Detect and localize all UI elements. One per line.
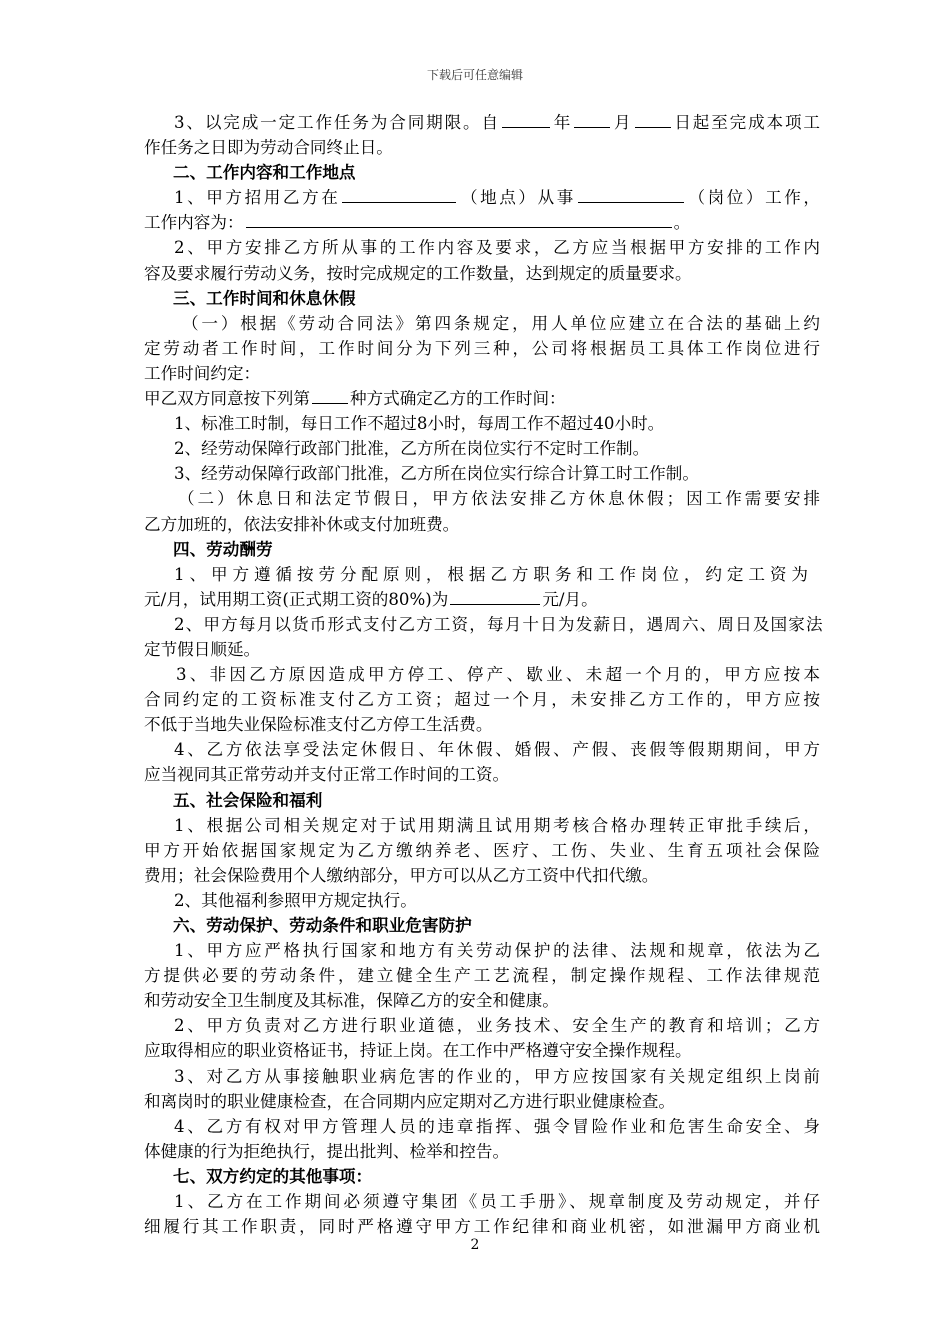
blank-location bbox=[342, 185, 456, 203]
paragraph-line: 细履行其工作职责，同时严格遵守甲方工作纪律和商业机密，如泄漏甲方商业机 bbox=[144, 1217, 820, 1237]
paragraph-line: 定劳动者工作时间，工作时间分为下列三种，公司将根据员工具体工作岗位进行 bbox=[144, 338, 820, 358]
paragraph-line: 1、乙方在工作期间必须遵守集团《员工手册》、规章制度及劳动规定，并仔 bbox=[174, 1192, 820, 1212]
paragraph-line: 1、甲方应严格执行国家和地方有关劳动保护的法律、法规和规章，依法为乙 bbox=[174, 941, 820, 961]
paragraph-line: 3、非因乙方原因造成甲方停工、停产、歇业、未超一个月的，甲方应按本 bbox=[176, 665, 820, 685]
paragraph-line: 工作时间约定： bbox=[144, 363, 261, 383]
section-heading: 四、劳动酬劳 bbox=[173, 538, 273, 559]
blank-job-content bbox=[246, 210, 672, 228]
page-number: 2 bbox=[470, 1237, 480, 1253]
paragraph-line: 工作内容为： 。 bbox=[144, 210, 820, 235]
paragraph-line: 2、甲方每月以货币形式支付乙方工资，每月十日为发薪日，遇周六、周日及国家法 bbox=[174, 614, 822, 634]
paragraph-line: 4、乙方依法享受法定休假日、年休假、婚假、产假、丧假等假期期间，甲方 bbox=[174, 740, 820, 760]
paragraph-line: 2、甲方安排乙方所从事的工作内容及要求，乙方应当根据甲方安排的工作内 bbox=[174, 238, 820, 258]
paragraph-line: 不低于当地失业保险标准支付乙方停工生活费。 bbox=[144, 715, 493, 735]
paragraph-line: 定节假日顺延。 bbox=[144, 639, 261, 659]
paragraph-line: 方提供必要的劳动条件，建立健全生产工艺流程，制定操作规程、工作法律规范 bbox=[144, 966, 820, 986]
paragraph-line: 应当视同其正常劳动并支付正常工作时间的工资。 bbox=[144, 765, 510, 785]
section-heading: 二、工作内容和工作地点 bbox=[173, 162, 356, 183]
blank-month bbox=[574, 110, 610, 128]
paragraph-line: （一）根据《劳动合同法》第四条规定，用人单位应建立在合法的基础上约 bbox=[182, 313, 820, 333]
paragraph-line: 应取得相应的职业资格证书，持证上岗。在工作中严格遵守安全操作规程。 bbox=[144, 1041, 692, 1061]
paragraph-line: 2、其他福利参照甲方规定执行。 bbox=[174, 890, 417, 910]
paragraph-line: 4、乙方有权对甲方管理人员的违章指挥、强令冒险作业和危害生命安全、身 bbox=[174, 1116, 820, 1136]
paragraph-line: 甲方开始依据国家规定为乙方缴纳养老、医疗、工伤、失业、生育五项社会保险 bbox=[144, 840, 820, 860]
paragraph-line: 2、经劳动保障行政部门批准，乙方所在岗位实行不定时工作制。 bbox=[174, 439, 650, 459]
paragraph-line: 2、甲方负责对乙方进行职业道德，业务技术、安全生产的教育和培训；乙方 bbox=[174, 1016, 820, 1036]
blank-mode-number bbox=[312, 386, 348, 404]
paragraph-line: 3、对乙方从事接触职业病危害的作业的，甲方应按国家有关规定组织上岗前 bbox=[174, 1066, 820, 1086]
blank-day bbox=[635, 110, 671, 128]
document-body bbox=[144, 110, 822, 1239]
paragraph-line: 3、经劳动保障行政部门批准，乙方所在岗位实行综合计算工时工作制。 bbox=[174, 464, 699, 484]
paragraph-line: 合同约定的工资标准支付乙方工资；超过一个月，未安排乙方工作的，甲方应按 bbox=[144, 690, 820, 710]
paragraph-line: 1、根据公司相关规定对于试用期满且试用期考核合格办理转正审批手续后， bbox=[174, 815, 820, 835]
section-heading: 六、劳动保护、劳动条件和职业危害防护 bbox=[173, 915, 472, 935]
paragraph-line: 乙方加班的，依法安排补休或支付加班费。 bbox=[144, 514, 460, 534]
paragraph-line: 费用；社会保险费用个人缴纳部分，甲方可以从乙方工资中代扣代缴。 bbox=[144, 865, 659, 885]
paragraph-line: 甲乙双方同意按下列第 种方式确定乙方的工作时间： bbox=[144, 386, 820, 411]
paragraph-line: 体健康的行为拒绝执行，提出批判、检举和控告。 bbox=[144, 1141, 510, 1161]
section-heading: 五、社会保险和福利 bbox=[173, 789, 323, 810]
paragraph-line: 1、标准工时制，每日工作不超过8小时，每周工作不超过40小时。 bbox=[174, 414, 665, 434]
paragraph-line: 容及要求履行劳动义务，按时完成规定的工作数量，达到规定的质量要求。 bbox=[144, 263, 692, 283]
paragraph-line: 作任务之日即为劳动合同终止日。 bbox=[144, 138, 393, 158]
paragraph-line: 1、甲方招用乙方在 （地点）从事 （岗位）工作， bbox=[170, 185, 820, 210]
blank-probation-wage bbox=[450, 587, 540, 605]
blank-position bbox=[578, 185, 684, 203]
blank-year bbox=[502, 110, 550, 128]
section-heading: 七、双方约定的其他事项： bbox=[173, 1165, 373, 1186]
paragraph-line: 和劳动安全卫生制度及其标准，保障乙方的安全和健康。 bbox=[144, 991, 559, 1011]
paragraph-line: 元/月，试用期工资(正式期工资的80%)为 元/月。 bbox=[144, 587, 820, 612]
section-heading: 三、工作时间和休息休假 bbox=[173, 287, 356, 308]
paragraph-line: （二）休息日和法定节假日，甲方依法安排乙方休息休假；因工作需要安排 bbox=[178, 489, 820, 509]
paragraph-line: 3、以完成一定工作任务为合同期限。自 年 月 日起至完成本项工 bbox=[170, 110, 820, 135]
paragraph-line: 1、甲方遵循按劳分配原则，根据乙方职务和工作岗位，约定工资为 bbox=[174, 564, 808, 584]
page-header: 下载后可任意编辑 bbox=[426, 68, 523, 82]
paragraph-line: 和离岗时的职业健康检查，在合同期内应定期对乙方进行职业健康检查。 bbox=[144, 1091, 675, 1111]
